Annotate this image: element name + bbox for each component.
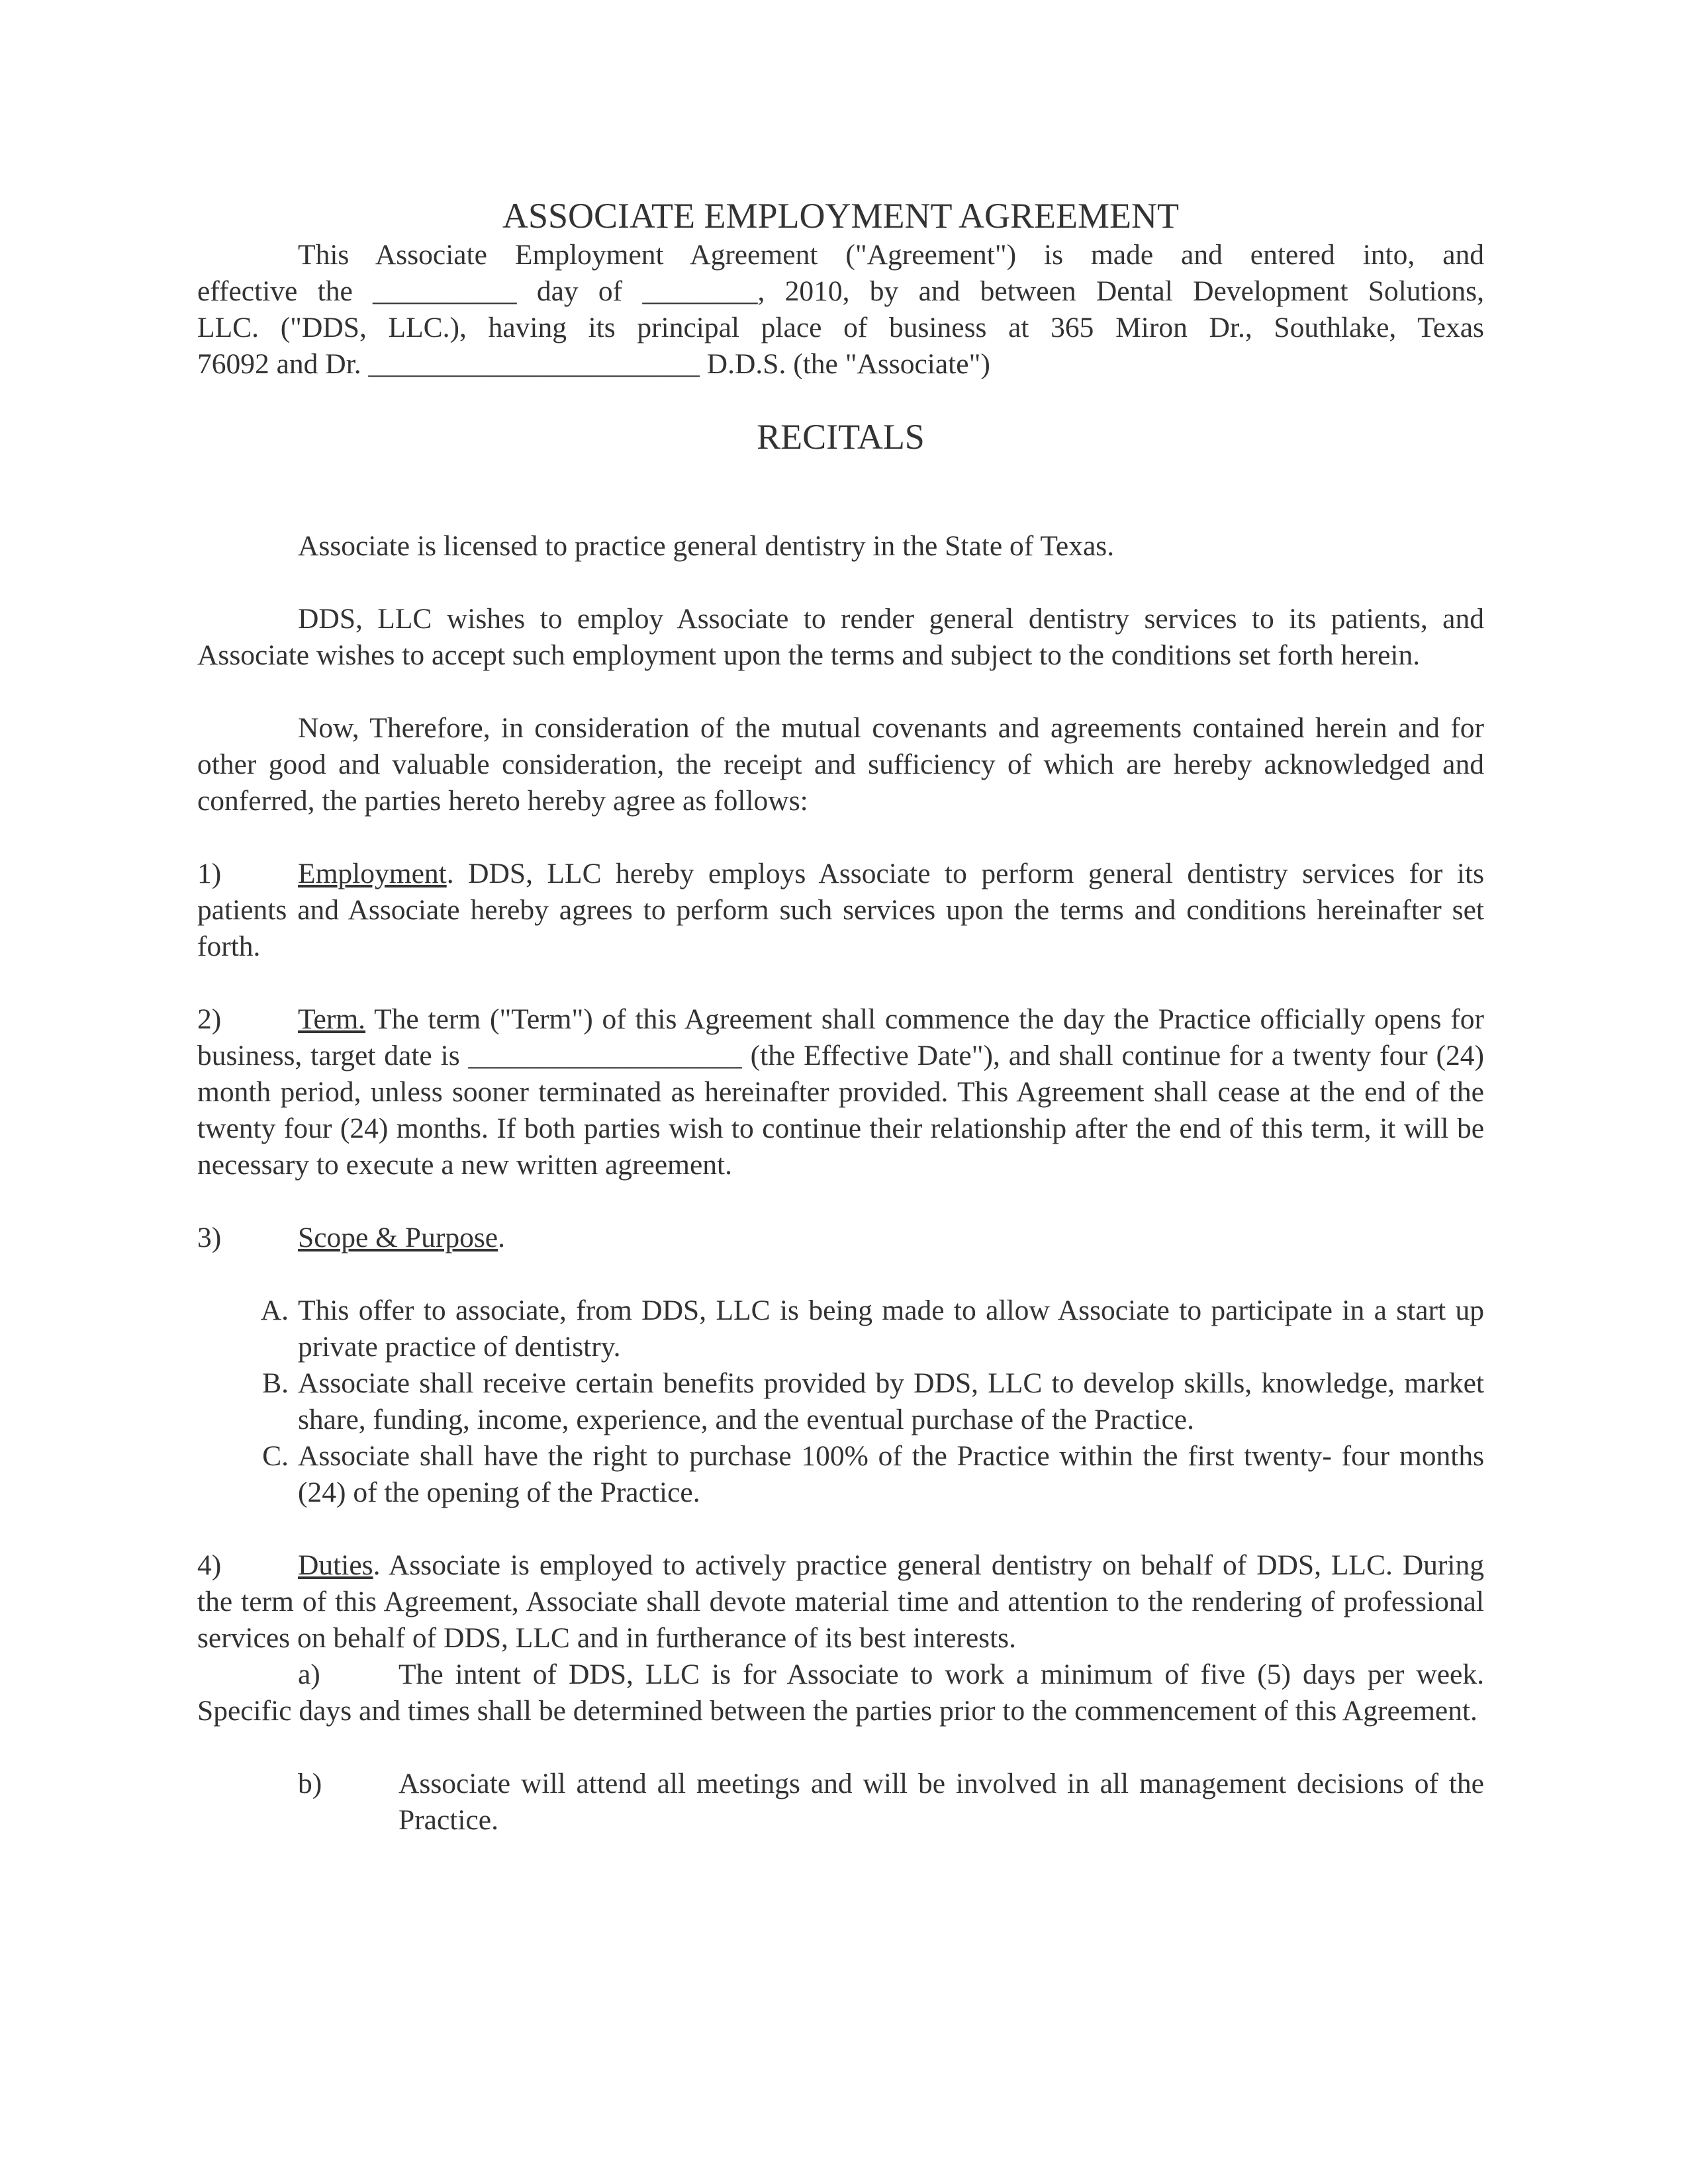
section-1-number: 1)	[197, 858, 222, 889]
sub-b-text: Associate will attend all meetings and will be involved in all management decisions of the Practice.	[399, 1768, 1484, 1836]
recital-2: DDS, LLC wishes to employ Associate to render general dentistry services to its patients, and Associate wishes to accept such employment upon the terms and subject to the conditions set forth herein.	[197, 603, 1484, 671]
section-3-text: .	[498, 1222, 505, 1253]
section-2-heading: Term.	[298, 1003, 366, 1035]
list-item	[197, 1293, 1484, 1365]
section-4-sub-a	[197, 1657, 1484, 1729]
intro-line-3: LLC. ("DDS, LLC.), having its principal place of business at 365 Miron Dr., Southlake, Texas	[197, 312, 1484, 343]
section-3-list	[197, 1293, 1484, 1511]
section-4-number: 4)	[197, 1549, 222, 1581]
list-item	[197, 1365, 1484, 1438]
recitals-heading: RECITALS	[757, 417, 925, 457]
section-1-heading: Employment	[298, 858, 447, 889]
section-2-term	[197, 1001, 1484, 1183]
section-1-text: . DDS, LLC hereby employs Associate to perform general dentistry services for its patients and Associate hereby agrees to perform such services upon the terms and conditions hereinafter set forth.	[197, 858, 1484, 962]
section-4-heading: Duties	[298, 1549, 373, 1581]
section-2-text: The term ("Term") of this Agreement shall commence the day the Practice officially opens for business, target date is ___________________ (the Effective Date"), and shall continue for a twenty four (24) month period, unless sooner terminated as hereinafter provided. This Agreement shall cease at the end of the twenty four (24) months. If both parties wish to continue their relationship after the end of this term, it will be necessary to execute a new written agreement.	[197, 1003, 1484, 1181]
list-item-text: Associate shall receive certain benefits provided by DDS, LLC to develop skills, knowledge, market share, funding, income, experience, and the eventual purchase of the Practice.	[298, 1367, 1484, 1435]
section-1-employment	[197, 856, 1484, 965]
list-item-marker: B.	[262, 1367, 289, 1399]
section-2-number: 2)	[197, 1003, 222, 1035]
intro-line-1: This Associate Employment Agreement ("Agreement") is made and entered into, and	[298, 239, 1484, 271]
list-item	[197, 1438, 1484, 1511]
list-item-text: Associate shall have the right to purchase 100% of the Practice within the first twenty- four months (24) of the opening of the Practice.	[298, 1440, 1484, 1508]
recital-3: Now, Therefore, in consideration of the mutual covenants and agreements contained herein and for other good and valuable consideration, the receipt and sufficiency of which are hereby acknowledged and conferred, the parties hereto hereby agree as follows:	[197, 712, 1484, 817]
document-title: ASSOCIATE EMPLOYMENT AGREEMENT	[502, 196, 1180, 236]
list-item-marker: C.	[262, 1440, 289, 1472]
sub-a-text: The intent of DDS, LLC is for Associate to work a minimum of five (5) days per week. Specific days and times shall be determined between the parties prior to the commencement of this Agreement.	[197, 1659, 1484, 1727]
section-4-duties	[197, 1547, 1484, 1657]
section-3-number: 3)	[197, 1222, 222, 1253]
document-body	[197, 196, 1484, 1839]
recital-1: Associate is licensed to practice general dentistry in the State of Texas.	[298, 530, 1115, 562]
sub-a-marker: a)	[298, 1659, 320, 1690]
list-item-text: This offer to associate, from DDS, LLC is being made to allow Associate to participate in a start up private practice of dentistry.	[298, 1295, 1484, 1363]
section-4-sub-b	[197, 1766, 1484, 1839]
intro-line-4: 76092 and Dr. _______________________ D.D.S. (the "Associate")	[197, 348, 990, 380]
list-item-marker: A.	[260, 1295, 289, 1326]
intro-line-2: effective the __________ day of ________, 2010, by and between Dental Development Solutions,	[197, 275, 1484, 307]
section-3-heading: Scope & Purpose	[298, 1222, 498, 1253]
section-4-text: . Associate is employed to actively practice general dentistry on behalf of DDS, LLC. During the term of this Agreement, Associate shall devote material time and attention to the rendering of professional services on behalf of DDS, LLC and in furtherance of its best interests.	[197, 1549, 1484, 1654]
intro-paragraph	[197, 237, 1484, 383]
sub-b-marker: b)	[298, 1768, 322, 1799]
section-3-scope	[197, 1220, 1484, 1256]
